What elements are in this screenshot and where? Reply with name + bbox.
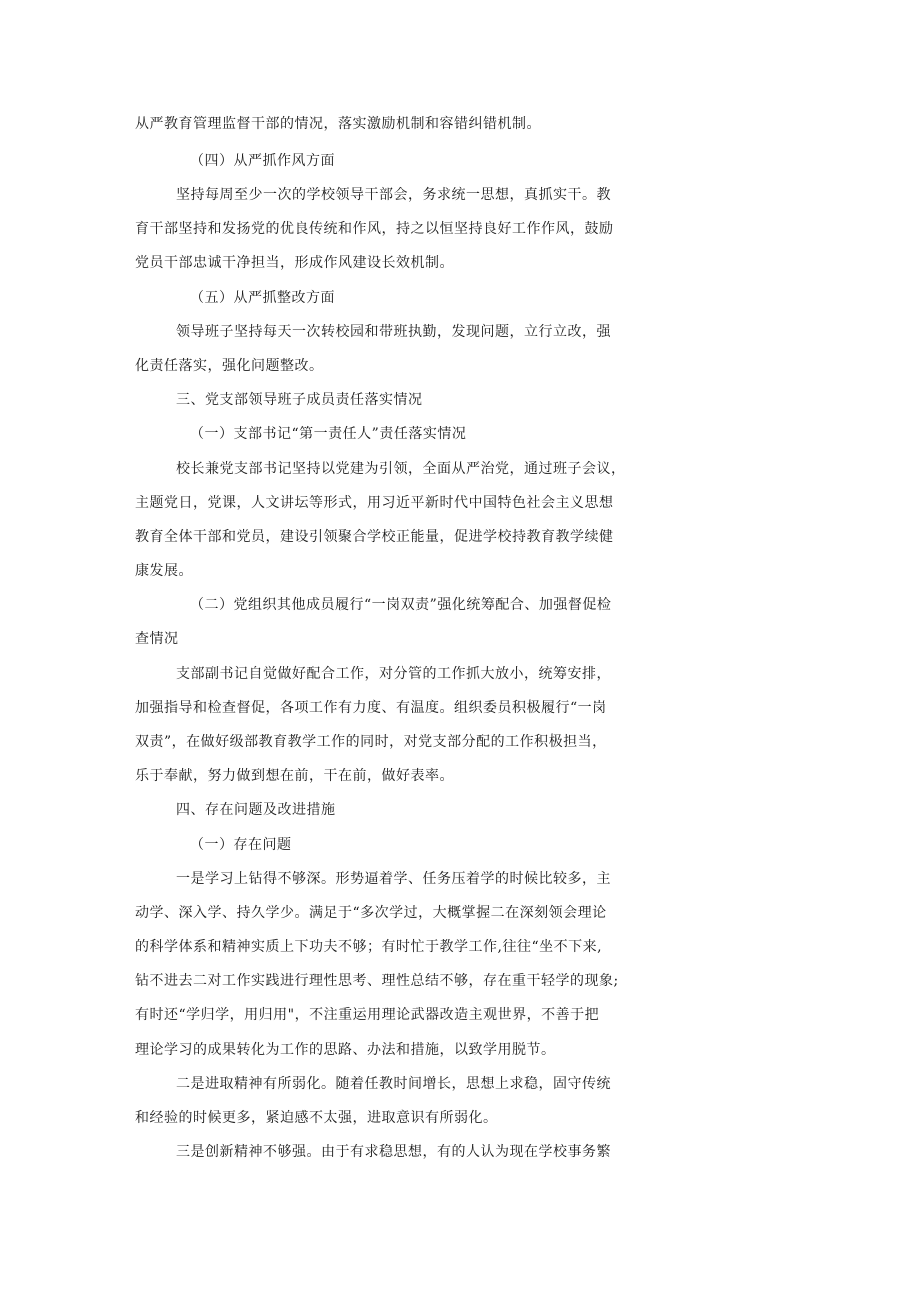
text-line: 钻不进去二对工作实践进行理性思考、理性总结不够，存在重干轻学的现象; — [135, 973, 619, 989]
text-line: 坚持每周至少一次的学校领导干部会，务求统一思想，真抓实干。教 — [176, 187, 611, 203]
text-line: 校长兼党支部书记坚持以党建为引领，全面从严治党，通过班子会议， — [176, 461, 626, 477]
text-line: 主题党日，党课，人文讲坛等形式，用习近平新时代中国特色社会主义思想 — [135, 495, 614, 511]
text-line: 二是进取精神有所弱化。随着任教时间增长，思想上求稳，固守传统 — [176, 1076, 611, 1092]
text-line: 支部副书记自觉做好配合工作，对分管的工作抓大放小，统筹安排， — [176, 666, 611, 682]
section-heading: 三、党支部领导班子成员责任落实情况 — [176, 392, 423, 408]
text-line: 和经验的时候更多，紧迫感不太强，进取意识有所弱化。 — [135, 1110, 498, 1126]
text-line: 有时还“学归学，用归用"，不注重运用理论武器改造主观世界，不善于把 — [135, 1007, 600, 1023]
section-heading: （一）存在问题 — [190, 837, 292, 853]
text-line: 乐于奉献，努力做到想在前，干在前，做好表率。 — [135, 768, 454, 784]
section-heading: 查情况 — [135, 631, 179, 647]
section-heading: （一）支部书记“第一责任人”责任落实情况 — [190, 426, 467, 442]
text-line: 教育全体干部和党员，建设引领聚合学校正能量，促进学校持教育教学续健 — [135, 529, 614, 545]
section-heading: （四）从严抓作风方面 — [190, 153, 335, 169]
text-line: 双责”，在做好级部教育教学工作的同时，对党支部分配的工作积极担当， — [135, 734, 607, 750]
text-line: 动学、深入学、持久学少。满足于“多次学过，大概掌握二在深刻领会理论 — [135, 905, 607, 921]
section-heading: （二）党组织其他成员履行“一岗双责”强化统筹配合、加强督促检 — [190, 597, 612, 613]
section-heading: 四、存在问题及改进措施 — [176, 802, 336, 818]
text-line: 从严教育管理监督干部的情况，落实激励机制和容错纠错机制。 — [135, 116, 541, 132]
text-line: 一是学习上钻得不够深。形势逼着学、任务压着学的时候比较多，主 — [176, 871, 611, 887]
section-heading: （五）从严抓整改方面 — [190, 290, 335, 306]
text-line: 三是创新精神不够强。由于有求稳思想，有的人认为现在学校事务繁 — [176, 1144, 611, 1160]
text-line: 育干部坚持和发扬党的优良传统和作风，持之以恒坚持良好工作作风，鼓励 — [135, 221, 614, 237]
text-line: 理论学习的成果转化为工作的思路、办法和措施，以致学用脱节。 — [135, 1042, 556, 1058]
text-line: 领导班子坚持每天一次转校园和带班执勤，发现问题，立行立改，强 — [176, 324, 611, 340]
text-line: 党员干部忠诚干净担当，形成作风建设长效机制。 — [135, 255, 454, 271]
text-line: 化责任落实，强化问题整改。 — [135, 358, 324, 374]
text-line: 加强指导和检查督促，各项工作有力度、有温度。组织委员积极履行“一岗 — [135, 700, 607, 716]
text-line: 康发展。 — [135, 563, 193, 579]
text-line: 的科学体系和精神实质上下功夫不够；有时忙于教学工作,往往“坐不下来, — [135, 939, 603, 955]
